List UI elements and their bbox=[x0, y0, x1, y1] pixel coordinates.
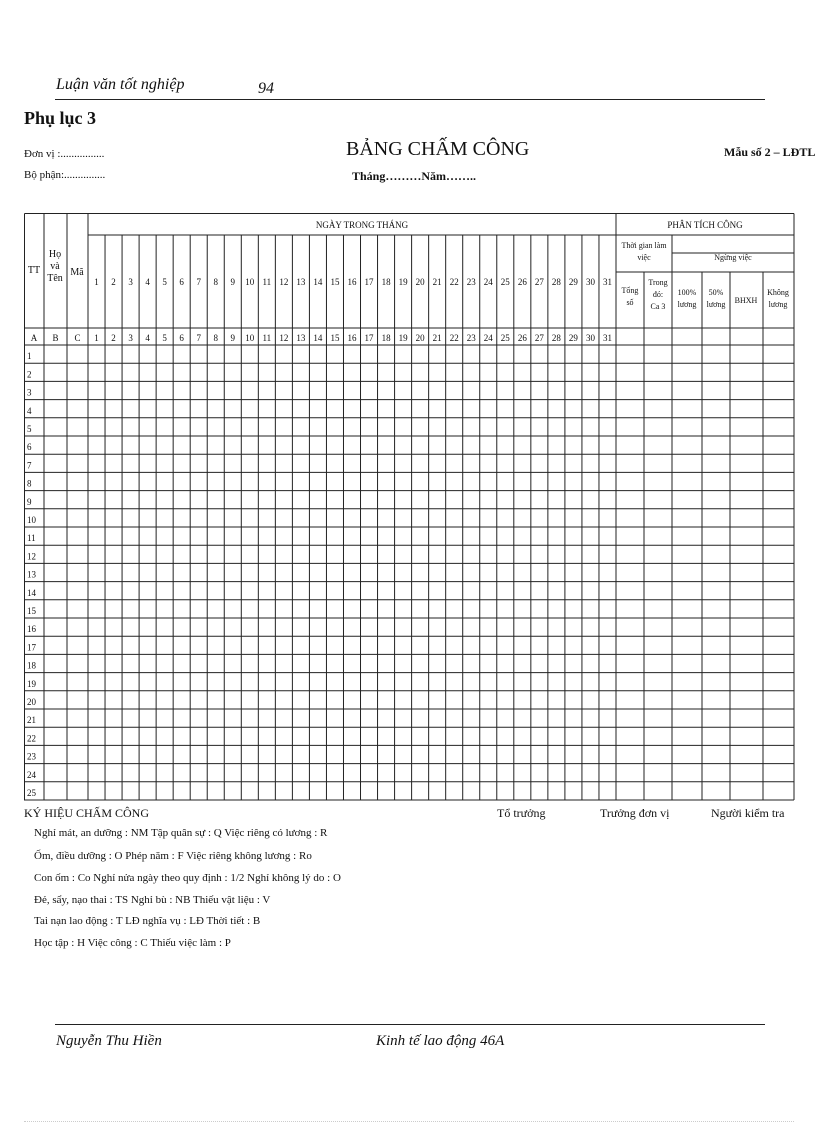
total-header: Tổng bbox=[621, 286, 639, 295]
day-column-header: 11 bbox=[262, 277, 272, 287]
index-row-cell: 31 bbox=[602, 333, 612, 343]
day-column-header: 23 bbox=[466, 277, 476, 287]
index-row-cell: 22 bbox=[449, 333, 459, 343]
index-row-cell: 16 bbox=[347, 333, 357, 343]
day-column-header: 5 bbox=[162, 277, 167, 287]
table-row-number: 8 bbox=[27, 478, 32, 489]
day-column-header: 10 bbox=[245, 277, 255, 287]
day-column-header: 3 bbox=[128, 277, 133, 287]
day-column-header: 27 bbox=[534, 277, 544, 287]
index-row-cell: 6 bbox=[179, 333, 184, 343]
table-row-number: 13 bbox=[27, 569, 36, 580]
table-row-number: 4 bbox=[27, 405, 32, 416]
day-column-header: 31 bbox=[602, 277, 612, 287]
day-column-header: 18 bbox=[381, 277, 391, 287]
day-column-header: 28 bbox=[551, 277, 561, 287]
work-time-header: Thời gian làm bbox=[621, 241, 667, 250]
day-column-header: 8 bbox=[213, 277, 218, 287]
pay-100-header: 100% bbox=[677, 288, 697, 297]
day-column-header: 4 bbox=[145, 277, 150, 287]
index-row-cell: 18 bbox=[381, 333, 391, 343]
total-header: số bbox=[626, 298, 634, 307]
day-column-header: 13 bbox=[296, 277, 306, 287]
index-row-cell: 14 bbox=[313, 333, 323, 343]
legend-line: Con ốm : Co Nghỉ nửa ngày theo quy định : 1/2 Nghỉ không lý do : O bbox=[34, 872, 341, 884]
day-column-header: 7 bbox=[196, 277, 201, 287]
header-name: và bbox=[50, 261, 60, 272]
day-column-header: 24 bbox=[483, 277, 493, 287]
of-which-header: Trong bbox=[648, 278, 668, 287]
days-group-header: NGÀY TRONG THÁNG bbox=[315, 220, 409, 230]
table-row-number: 1 bbox=[27, 351, 32, 362]
no-pay-header: lương bbox=[768, 300, 788, 309]
table-row-number: 20 bbox=[27, 697, 36, 707]
day-column-header: 21 bbox=[432, 277, 442, 287]
index-row-cell: 26 bbox=[517, 333, 527, 343]
table-row-number: 22 bbox=[27, 733, 36, 744]
appendix-label: Phụ lục 3 bbox=[24, 108, 97, 128]
timesheet-table bbox=[24, 213, 796, 803]
index-row-cell: 23 bbox=[466, 333, 476, 343]
of-which-header: Ca 3 bbox=[650, 302, 666, 311]
index-row-cell: 20 bbox=[415, 333, 425, 343]
unit-field: Đơn vị :................ bbox=[24, 148, 105, 160]
bhxh-header: BHXH bbox=[734, 296, 758, 305]
table-row-number: 24 bbox=[27, 769, 36, 780]
index-row-cell: 28 bbox=[551, 333, 561, 343]
header-title: Luận văn tốt nghiệp bbox=[56, 76, 185, 93]
legend-line: Ốm, điều dưỡng : O Phép năm : F Việc riêng không lương : Ro bbox=[34, 850, 312, 862]
stop-work-header: Ngừng việc bbox=[714, 253, 752, 262]
index-row-cell: 8 bbox=[213, 333, 218, 343]
table-row-number: 12 bbox=[27, 551, 36, 562]
index-row-cell: 3 bbox=[128, 333, 133, 343]
no-pay-header: Không bbox=[767, 288, 789, 297]
day-column-header: 26 bbox=[517, 277, 527, 287]
index-row-cell: 17 bbox=[364, 333, 374, 343]
index-row-cell: 15 bbox=[330, 333, 340, 343]
day-column-header: 12 bbox=[279, 277, 289, 287]
table-row-number: 21 bbox=[27, 715, 36, 726]
legend-title: KÝ HIỆU CHẤM CÔNG bbox=[24, 806, 149, 820]
legend-line: Học tập : H Việc công : C Thiếu việc làm : P bbox=[34, 937, 231, 949]
table-row-number: 19 bbox=[27, 678, 36, 689]
day-column-header: 22 bbox=[449, 277, 459, 287]
index-row-cell: B bbox=[52, 333, 59, 343]
day-column-header: 14 bbox=[313, 277, 323, 287]
index-row-cell: 24 bbox=[483, 333, 493, 343]
pay-50-header: 50% bbox=[708, 288, 724, 297]
day-column-header: 30 bbox=[585, 277, 595, 287]
table-row-number: 6 bbox=[27, 442, 32, 453]
pay-100-header: lương bbox=[677, 300, 697, 309]
day-column-header: 19 bbox=[398, 277, 408, 287]
footer-divider bbox=[55, 1024, 765, 1025]
day-column-header: 9 bbox=[230, 277, 236, 287]
footer-class: Kinh tế lao động 46A bbox=[376, 1033, 505, 1049]
header-name: Họ bbox=[48, 249, 62, 260]
day-column-header: 17 bbox=[364, 277, 374, 287]
day-column-header: 6 bbox=[179, 277, 184, 287]
table-row-number: 9 bbox=[27, 496, 32, 507]
header-divider bbox=[55, 99, 765, 100]
work-time-header: việc bbox=[637, 253, 651, 262]
index-row-cell: 27 bbox=[534, 333, 544, 343]
header-name: Tên bbox=[47, 273, 63, 284]
table-row-number: 14 bbox=[27, 587, 36, 598]
legend-line: Tai nạn lao động : T LĐ nghĩa vụ : LĐ Thời tiết : B bbox=[34, 915, 261, 927]
page-number: 94 bbox=[258, 80, 274, 97]
table-row-number: 18 bbox=[27, 660, 36, 671]
analysis-group-header: PHÂN TÍCH CÔNG bbox=[667, 220, 743, 230]
table-row-number: 17 bbox=[27, 642, 36, 653]
document-title: BẢNG CHẤM CÔNG bbox=[346, 138, 530, 160]
footer-author: Nguyễn Thu Hiền bbox=[56, 1033, 162, 1049]
index-row-cell: 12 bbox=[279, 333, 289, 343]
day-column-header: 20 bbox=[415, 277, 425, 287]
table-row-number: 11 bbox=[27, 533, 36, 544]
table-row-number: 7 bbox=[27, 460, 32, 471]
table-row-number: 16 bbox=[27, 624, 36, 635]
pay-50-header: lương bbox=[706, 300, 726, 309]
period-field: Tháng………Năm…….. bbox=[352, 169, 477, 183]
index-row-cell: A bbox=[30, 333, 38, 343]
day-column-header: 1 bbox=[94, 277, 99, 287]
index-row-cell: 5 bbox=[162, 333, 167, 343]
table-row-number: 15 bbox=[27, 606, 36, 616]
of-which-header: đó: bbox=[652, 290, 664, 299]
form-code: Mẫu số 2 – LĐTL bbox=[724, 145, 816, 159]
table-row-number: 2 bbox=[27, 369, 32, 380]
legend-line: Nghỉ mát, an dưỡng : NM Tập quân sự : Q Việc riêng có lương : R bbox=[34, 827, 328, 839]
index-row-cell: 1 bbox=[94, 333, 99, 343]
header-tt: TT bbox=[27, 265, 41, 276]
day-column-header: 2 bbox=[111, 277, 116, 287]
index-row-cell: 29 bbox=[568, 333, 578, 343]
table-row-number: 10 bbox=[27, 515, 36, 525]
index-row-cell: 2 bbox=[111, 333, 116, 343]
table-row-number: 23 bbox=[27, 751, 36, 762]
header-code: Mã bbox=[70, 267, 84, 278]
department-field: Bộ phận:............... bbox=[24, 169, 106, 181]
index-row-cell: 4 bbox=[145, 333, 150, 343]
index-row-cell: 11 bbox=[262, 333, 272, 343]
day-column-header: 25 bbox=[500, 277, 510, 287]
unit-head-signature: Trưởng đơn vị bbox=[600, 806, 670, 820]
index-row-cell: 19 bbox=[398, 333, 408, 343]
index-row-cell: C bbox=[74, 333, 81, 343]
index-row-cell: 30 bbox=[585, 333, 595, 343]
checker-signature: Người kiểm tra bbox=[711, 806, 785, 820]
day-column-header: 16 bbox=[347, 277, 357, 287]
index-row-cell: 21 bbox=[432, 333, 442, 343]
index-row-cell: 13 bbox=[296, 333, 306, 343]
table-row-number: 3 bbox=[27, 387, 32, 398]
index-row-cell: 7 bbox=[196, 333, 201, 343]
day-column-header: 29 bbox=[568, 277, 578, 287]
legend-line: Đẻ, sẩy, nạo thai : TS Nghỉ bù : NB Thiếu vật liệu : V bbox=[34, 894, 271, 906]
index-row-cell: 10 bbox=[245, 333, 255, 343]
table-row-number: 5 bbox=[27, 424, 32, 434]
index-row-cell: 9 bbox=[230, 333, 236, 343]
index-row-cell: 25 bbox=[500, 333, 510, 343]
page-edge-dots bbox=[24, 1121, 794, 1122]
table-row-number: 25 bbox=[27, 788, 36, 798]
day-column-header: 15 bbox=[330, 277, 340, 287]
team-leader-signature: Tổ trưởng bbox=[497, 806, 546, 820]
